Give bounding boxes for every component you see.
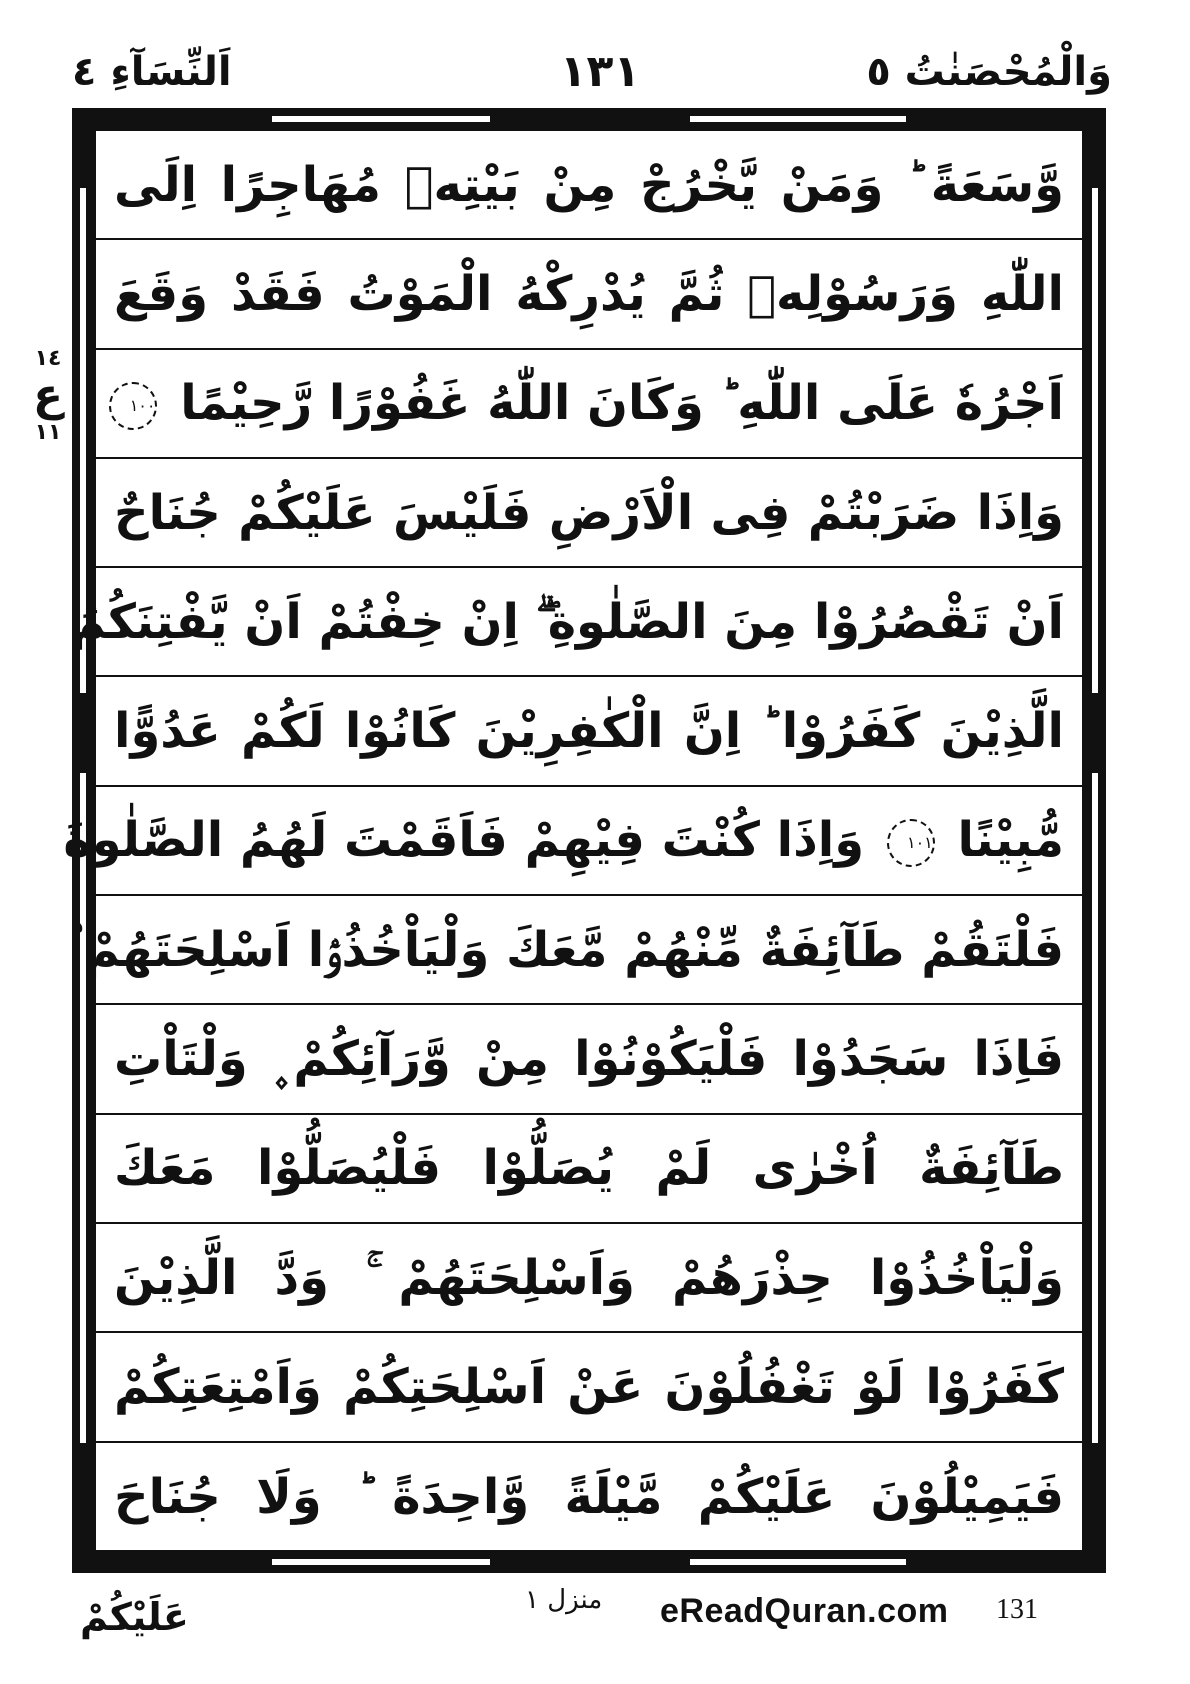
border-ornament-icon	[72, 108, 94, 188]
text-line: طَآئِفَةٌ اُخْرٰى لَمْ يُصَلُّوْا فَلْيُصَلُّوْا مَعَكَ	[96, 1115, 1082, 1224]
border-ornament-icon	[1084, 693, 1106, 773]
page-number-arabic: ١٣١	[559, 46, 641, 97]
manzil-label: منزل ١	[525, 1585, 603, 1615]
border-ornament-icon	[906, 108, 1106, 130]
border-ornament-icon	[1084, 1443, 1106, 1573]
surah-name: اَلنِّسَآءِ ٤	[72, 49, 232, 95]
border-ornament-icon	[490, 1551, 690, 1573]
border-ornament-icon	[906, 1551, 1106, 1573]
text-line: فَاِذَا سَجَدُوْا فَلْيَكُوْنُوْا مِنْ وَّرَآئِكُمْ ۪ وَلْتَاْتِ	[96, 1005, 1082, 1114]
ayah-marker-icon: ١٠١	[887, 819, 935, 867]
juz-name: وَالْمُحْصَنٰتُ ٥	[866, 49, 1112, 95]
text-line: اَنْ تَقْصُرُوْا مِنَ الصَّلٰوةِ ۖۗ اِنْ خِفْتُمْ اَنْ يَّفْتِنَكُمُ	[96, 568, 1082, 677]
ruku-margin-marker	[28, 345, 68, 447]
border-ornament-icon	[72, 1551, 272, 1573]
text-line: اَجْرُهٗ عَلَى اللّٰهِ ؕ وَكَانَ اللّٰهُ غَفُوْرًا رَّحِيْمًا ١٠٠	[96, 350, 1082, 459]
quran-text-area	[63, 130, 1083, 1551]
text-line: وَّسَعَةً ؕ وَمَنْ يَّخْرُجْ مِنْ بَيْتِهٖ مُهَاجِرًا اِلَى	[96, 131, 1082, 240]
text-line: مُّبِيْنًا ١٠١ وَاِذَا كُنْتَ فِيْهِمْ فَاَقَمْتَ لَهُمُ الصَّلٰوةَ	[96, 787, 1082, 896]
border-ornament-icon	[72, 108, 272, 130]
ruku-symbol: ع	[32, 370, 64, 421]
ruku-count-top: ١٤	[34, 346, 62, 371]
ayah-marker-icon: ١٠٠	[109, 382, 157, 430]
text-line: كَفَرُوْا لَوْ تَغْفُلُوْنَ عَنْ اَسْلِحَتِكُمْ وَاَمْتِعَتِكُمْ	[96, 1333, 1082, 1442]
border-ornament-icon	[490, 108, 690, 130]
text-line: وَلْيَاْخُذُوْا حِذْرَهُمْ وَاَسْلِحَتَهُمْ ۚ وَدَّ الَّذِيْنَ	[96, 1224, 1082, 1333]
site-watermark: eReadQuran.com	[660, 1592, 949, 1630]
text-line: الَّذِيْنَ كَفَرُوْا ؕ اِنَّ الْكٰفِرِيْنَ كَانُوْا لَكُمْ عَدُوًّا	[96, 677, 1082, 786]
text-line: وَاِذَا ضَرَبْتُمْ فِى الْاَرْضِ فَلَيْسَ عَلَيْكُمْ جُنَاحٌ	[96, 459, 1082, 568]
border-ornament-icon	[1084, 108, 1106, 188]
text-line: اللّٰهِ وَرَسُوْلِهٖ ثُمَّ يُدْرِكْهُ الْمَوْتُ فَقَدْ وَقَعَ	[96, 240, 1082, 349]
border-ornament-icon	[72, 693, 94, 773]
page-frame	[63, 108, 1106, 1573]
text-line: فَلْتَقُمْ طَآئِفَةٌ مِّنْهُمْ مَّعَكَ وَلْيَاْخُذُوْۤا اَسْلِحَتَهُمْ ۟	[96, 896, 1082, 1005]
page-number: 131	[996, 1594, 1038, 1625]
border-ornament-icon	[72, 1443, 94, 1573]
catchword: عَلَيْكُمْ	[80, 1595, 189, 1639]
ruku-count-bottom: ١١	[34, 420, 62, 445]
text-line: فَيَمِيْلُوْنَ عَلَيْكُمْ مَّيْلَةً وَّاحِدَةً ؕ وَلَا جُنَاحَ	[114, 1469, 1064, 1526]
